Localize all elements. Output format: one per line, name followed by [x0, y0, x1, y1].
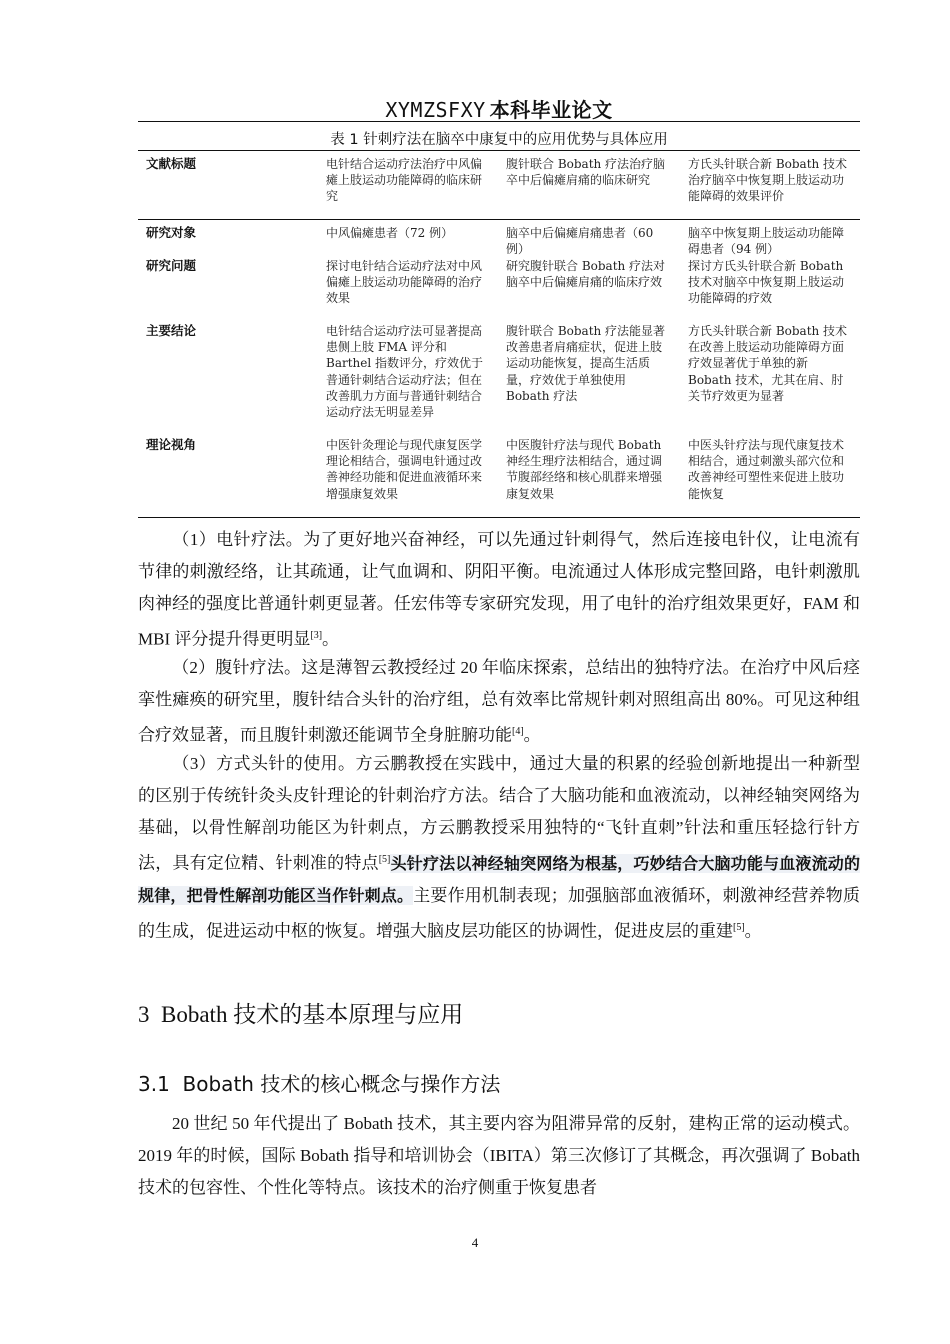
header-code: XYMZSFXY [385, 98, 486, 122]
table-cell: 中风偏瘫患者（72 例） [326, 226, 454, 240]
table-cell: 中医腹针疗法与现代 Bobath 神经生理疗法相结合，通过调节腹部经络和核心肌群来增强康复效果 [506, 438, 663, 501]
table-row-label: 文献标题 [146, 156, 197, 171]
table-cell: 腹针联合 Bobath 疗法治疗脑卒中后偏瘫肩痛的临床研究 [506, 157, 666, 188]
page-number: 4 [471, 1235, 479, 1250]
table-cell: 研究腹针联合 Bobath 疗法对脑卒中后偏瘫肩痛的临床疗效 [506, 259, 666, 290]
table-header-rule [138, 219, 860, 220]
table-cell: 脑卒中后偏瘫肩痛患者（60 例） [506, 226, 654, 257]
paragraph-electro-acupuncture: （1）电针疗法。为了更好地兴奋神经，可以先通过针刺得气，然后连接电针仪，让电流有节律的刺激经络，让其疏通，让气血调和、阴阳平衡。电流通过人体形成完整回路，电针刺激肌肉神经的强度比普通针刺更显著。任宏伟等专家研究发现，用了电针的治疗组效果更好，FAM 和 MBI 评分提升得更明显[3]。 [138, 530, 860, 649]
citation: [5] [378, 854, 391, 865]
table-row-label: 主要结论 [146, 323, 197, 338]
section-heading: 3 Bobath 技术的基本原理与应用 [138, 1002, 464, 1028]
citation: [4] [512, 726, 524, 737]
running-header [138, 94, 860, 123]
header-rule [138, 121, 860, 122]
citation: [3] [310, 630, 323, 641]
table-cell: 腹针联合 Bobath 疗法能显著改善患者肩痛症状，促进上肢运动功能恢复，提高生活质量，疗效优于单独使用 Bobath 疗法 [506, 324, 666, 403]
highlighted-sentence: 头针疗法以神经轴突网络为根基，巧妙结合大脑功能与血液流动的规律，把骨性解剖功能区当作针刺点。 [138, 853, 860, 905]
table-row-label: 理论视角 [146, 437, 197, 452]
table-cell: 方氏头针联合新 Bobath 技术在改善上肢运动功能障碍方面疗效显著优于单独的新 Bobath 技术，尤其在肩、肘关节疗效更为显著 [688, 324, 848, 403]
table-cell: 中医头针疗法与现代康复技术相结合，通过刺激头部穴位和改善神经可塑性来促进上肢功能恢复 [688, 438, 845, 501]
table-cell: 探讨方氏头针联合新 Bobath 技术对脑卒中恢复期上肢运动功能障碍的疗效 [688, 259, 845, 306]
table-row-label: 研究对象 [146, 225, 197, 240]
header-title: 本科毕业论文 [489, 98, 613, 122]
paragraph-scalp-acupuncture: （3）方式头针的使用。方云鹏教授在实践中，通过大量的积累的经验创新地提出一种新型的区别于传统针灸头皮针理论的针刺治疗方法。结合了大脑功能和血液流动，以神经轴突网络为基础，以骨性解剖功能区为针刺点，方云鹏教授采用独特的“飞针直刺”针法和重压轻捻行针方法，具有定位精、针刺准的特点[5]头针疗法以神经轴突网络为根基，巧妙结合大脑功能与血液流动的规律，把骨性解剖功能区当作针刺点。主要作用机制表现；加强脑部血液循环，刺激神经营养物质的生成，促进运动中枢的恢复。增强大脑皮层功能区的协调性，促进皮层的重建[5]。 [138, 754, 860, 941]
table-cell: 探讨电针结合运动疗法对中风偏瘫上肢运动功能障碍的治疗效果 [326, 259, 483, 306]
subsection-heading: 3.1 Bobath 技术的核心概念与操作方法 [138, 1072, 501, 1096]
table-cell: 脑卒中恢复期上肢运动功能障碍患者（94 例） [688, 226, 845, 257]
table-cell: 方氏头针联合新 Bobath 技术治疗脑卒中恢复期上肢运动功能障碍的效果评价 [688, 157, 848, 204]
citation: [5] [733, 921, 745, 933]
table-cell: 电针结合运动疗法治疗中风偏瘫上肢运动功能障碍的临床研究 [326, 157, 483, 204]
table-top-rule [138, 150, 860, 151]
table-caption: 表 1 针刺疗法在脑卒中康复中的应用优势与具体应用 [330, 132, 668, 148]
table-row-label: 研究问题 [146, 258, 197, 273]
paragraph-bobath-intro: 20 世纪 50 年代提出了 Bobath 技术，其主要内容为阻滞异常的反射，建构正常的运动模式。2019 年的时候，国际 Bobath 指导和培训协会（IBITA）第三次修订了其概念，再次强调了 Bobath 技术的包容性、个性化等特点。该技术的治疗侧重于恢复患者 [138, 1114, 860, 1197]
paragraph-abdominal-acupuncture: （2）腹针疗法。这是薄智云教授经过 20 年临床探索，总结出的独特疗法。在治疗中风后痉挛性瘫痪的研究里，腹针结合头针的治疗组，总有效率比常规针刺对照组高出 80%。可见这种组合疗效显著，而且腹针刺激还能调节全身脏腑功能[4]。 [138, 658, 860, 745]
table-cell: 电针结合运动疗法可显著提高患侧上肢 FMA 评分和 Barthel 指数评分，疗效优于普通针刺结合运动疗法；但在改善肌力方面与普通针刺结合运动疗法无明显差异 [326, 324, 484, 420]
table-bottom-rule [138, 517, 860, 518]
table-cell: 中医针灸理论与现代康复医学理论相结合，强调电针通过改善神经功能和促进血液循环来增强康复效果 [326, 438, 483, 501]
